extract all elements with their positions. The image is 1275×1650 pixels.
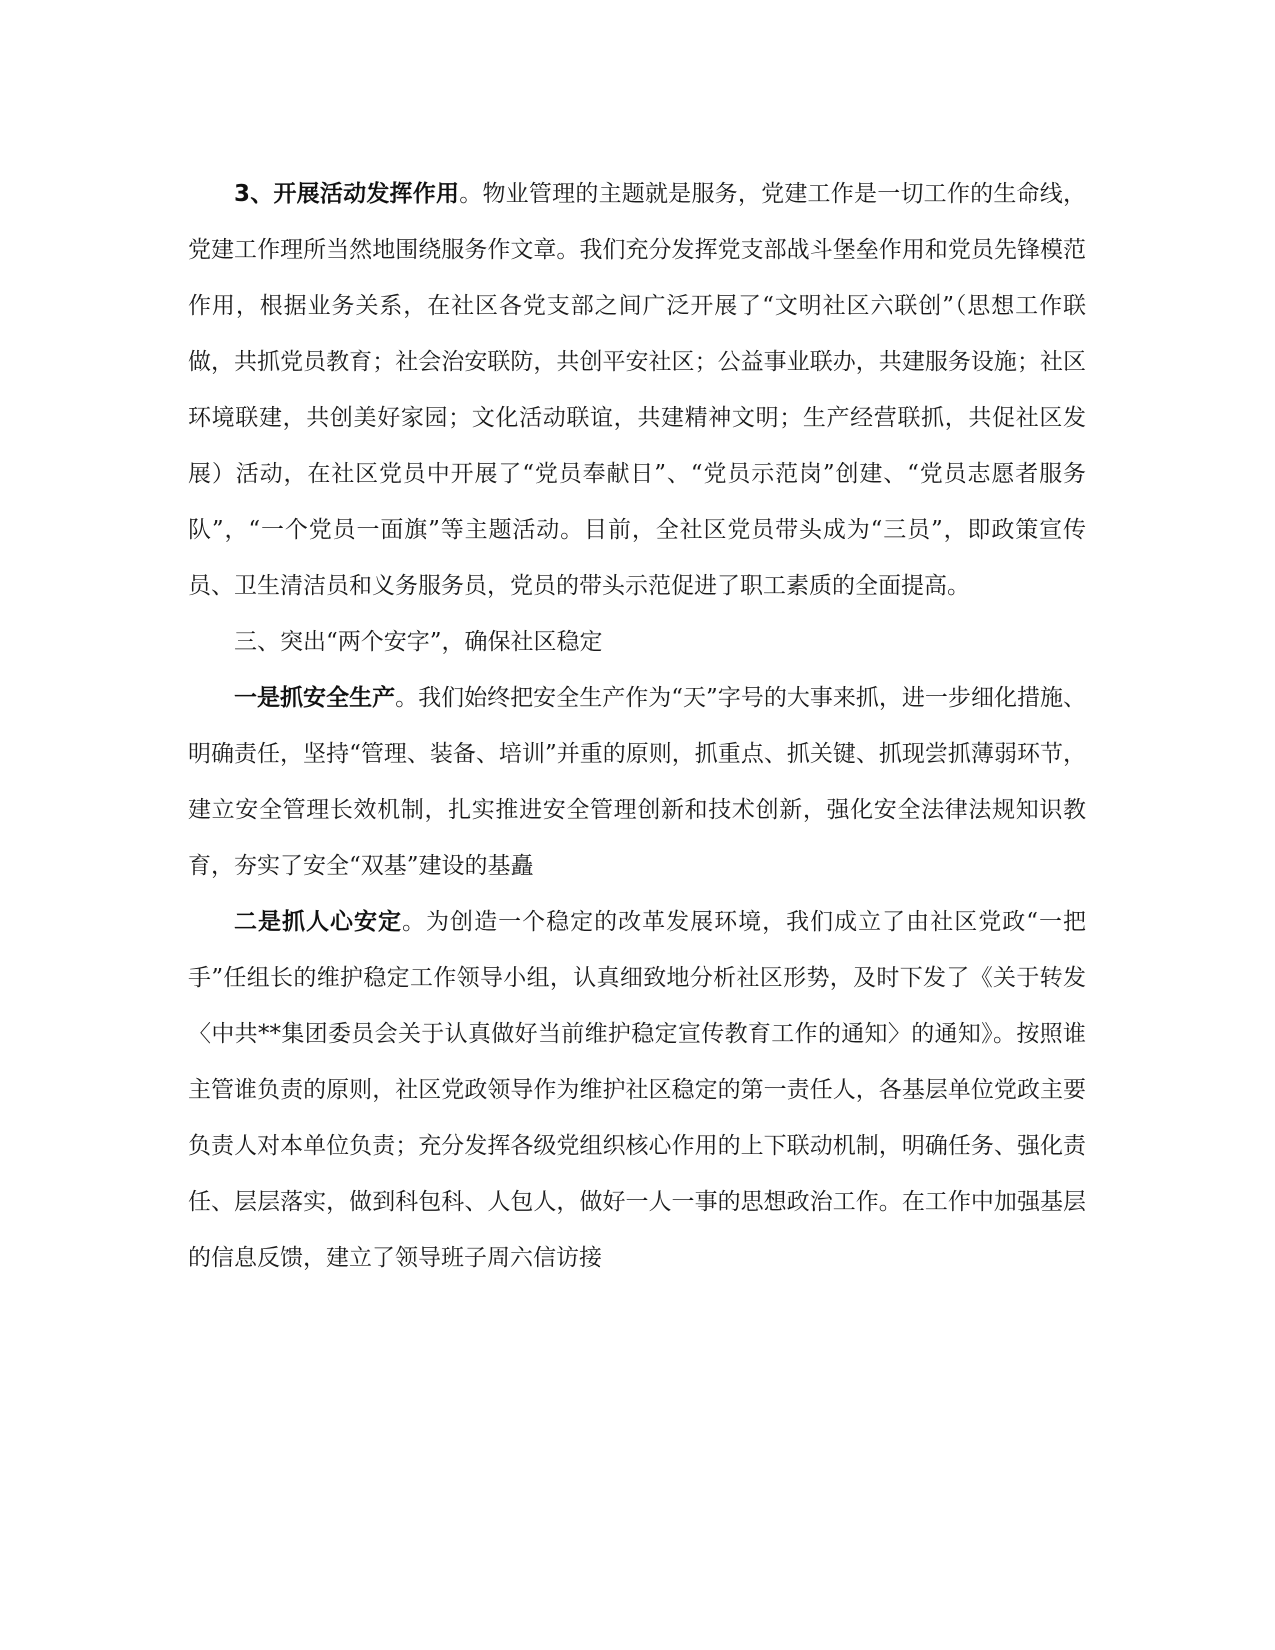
paragraph-text-activities: 。物业管理的主题就是服务，党建工作是一切工作的生命线，党建工作理所当然地围绕服务作文章。我们充分发挥党支部战斗堡垒作用和党员先锋模范作用，根据业务关系，在社区各党支部之间广泛开展了“文明社区六联创”（思想工作联做，共抓党员教育；社会治安联防，共创平安社区；公益事业联办，共建服务设施；社区环境联建，共创美好家园；文化活动联谊，共建精神文明；生产经营联抓，共促社区发展）活动，在社区党员中开展了“党员奉献日”、“党员示范岗”创建、“党员志愿者服务队”，“一个党员一面旗”等主题活动。目前，全社区党员带头成为“三员”，即政策宣传员、卫生清洁员和义务服务员，党员的带头示范促进了职工素质的全面提高。 [188,181,1087,599]
paragraph-lead-stability: 二是抓人心安定 [234,909,403,935]
paragraph-activities [188,166,1086,614]
paragraph-safety [188,670,1086,894]
section-heading: 三、突出“两个安字”，确保社区稳定 [234,629,603,655]
paragraph-lead-safety: 一是抓安全生产 [234,685,396,711]
paragraph-text-safety: 。我们始终把安全生产作为“天”字号的大事来抓，进一步细化措施、明确责任，坚持“管理、装备、培训”并重的原则，抓重点、抓关键、抓现尝抓薄弱环节，建立安全管理长效机制，扎实推进安全管理创新和技术创新，强化安全法律法规知识教育，夯实了安全“双基”建设的基矗 [188,685,1086,879]
paragraph-lead-activities: 3、开展活动发挥作用 [234,181,460,207]
paragraph-stability [188,894,1086,1286]
paragraph-text-stability: 。为创造一个稳定的改革发展环境，我们成立了由社区党政“一把手”任组长的维护稳定工作领导小组，认真细致地分析社区形势，及时下发了《关于转发〈中共**集团委员会关于认真做好当前维护稳定宣传教育工作的通知〉的通知》。按照谁主管谁负责的原则，社区党政领导作为维护社区稳定的第一责任人，各基层单位党政主要负责人对本单位负责；充分发挥各级党组织核心作用的上下联动机制，明确任务、强化责任、层层落实，做到科包科、人包人，做好一人一事的思想政治工作。在工作中加强基层的信息反馈，建立了领导班子周六信访接 [188,909,1086,1271]
document-body [188,166,1086,1286]
